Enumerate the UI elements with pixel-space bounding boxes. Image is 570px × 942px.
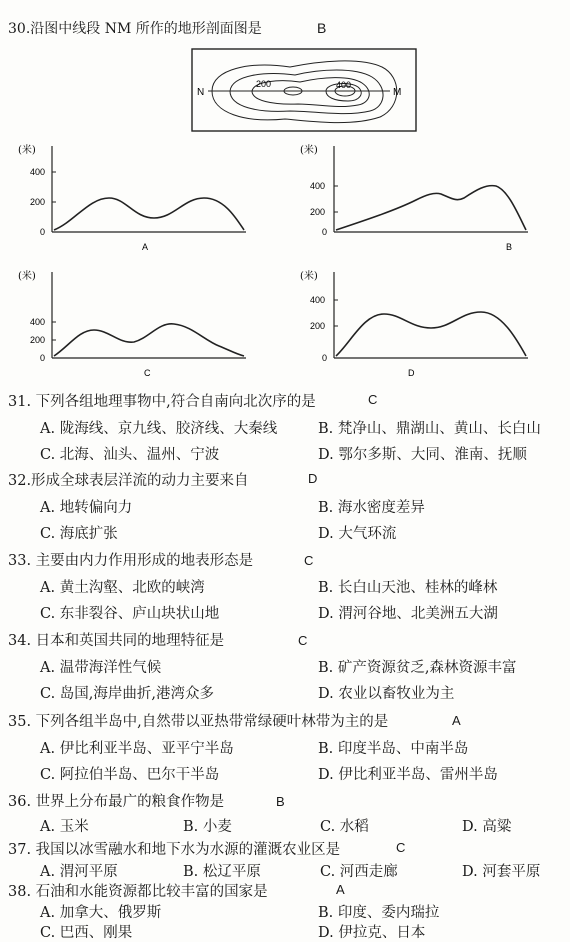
question-31-option-c: C. 北海、汕头、温州、宁波 (40, 447, 220, 463)
contour-map (190, 47, 420, 133)
question-34-option-b: B. 矿产资源贫乏,森林资源丰富 (318, 660, 517, 676)
question-31-option-d: D. 鄂尔多斯、大同、淮南、抚顺 (318, 447, 527, 463)
question-36-answer: B (276, 794, 285, 809)
question-36-option-a: A. 玉米 (40, 819, 89, 835)
question-37-answer: C (396, 840, 406, 855)
question-31-stem: 31. 下列各组地理事物中,符合自南向北次序的是 (8, 394, 316, 410)
tick-200: 200 (310, 321, 326, 331)
question-31-option-b: B. 梵净山、鼎湖山、黄山、长白山 (318, 421, 541, 437)
question-33-option-b: B. 长白山天池、桂林的峰林 (318, 580, 498, 596)
question-35-option-a: A. 伊比利亚半岛、亚平宁半岛 (40, 741, 234, 757)
question-33-stem: 33. 主要由内力作用形成的地表形态是 (8, 553, 254, 569)
question-37-option-a: A. 渭河平原 (40, 864, 118, 880)
question-38-stem: 38. 石油和水能资源都比较丰富的国家是 (8, 884, 268, 900)
question-32-answer: D (308, 471, 318, 486)
question-38-option-b: B. 印度、委内瑞拉 (318, 905, 440, 921)
question-33-option-a: A. 黄土沟壑、北欧的峡湾 (40, 580, 205, 596)
question-33-option-d: D. 渭河谷地、北美洲五大湖 (318, 606, 498, 622)
question-37-option-b: B. 松辽平原 (183, 864, 261, 880)
profile-c-unit: (米) (18, 271, 36, 282)
question-34-stem: 34. 日本和英国共同的地理特征是 (8, 633, 225, 649)
question-35-answer: A (452, 713, 461, 728)
profile-c (14, 266, 254, 378)
tick-200: 200 (310, 207, 326, 217)
tick-400: 400 (310, 181, 326, 191)
profile-a-unit: (米) (18, 145, 36, 156)
question-38-answer: A (336, 882, 345, 897)
profile-d-curve (336, 312, 526, 356)
profile-d-unit: (米) (300, 271, 318, 282)
question-36-option-d: D. 高粱 (462, 819, 512, 835)
tick-0: 0 (322, 227, 328, 237)
profile-d (296, 266, 536, 378)
question-35-option-c: C. 阿拉伯半岛、巴尔干半岛 (40, 767, 220, 783)
profile-b-curve (336, 186, 526, 230)
profile-b-label: B (506, 242, 513, 252)
question-36-stem: 36. 世界上分布最广的粮食作物是 (8, 794, 225, 810)
question-31-option-a: A. 陇海线、京九线、胶济线、大秦线 (40, 421, 278, 437)
tick-200: 200 (30, 197, 46, 207)
question-37-option-c: C. 河西走廊 (320, 864, 398, 880)
question-35-option-d: D. 伊比利亚半岛、雷州半岛 (318, 767, 498, 783)
map-label-200: 200 (256, 79, 272, 89)
question-31-answer: C (368, 392, 378, 407)
contour-100 (230, 70, 383, 114)
question-34-option-d: D. 农业以畜牧业为主 (318, 686, 455, 702)
profile-b (296, 140, 536, 252)
tick-0: 0 (40, 227, 46, 237)
tick-0: 0 (40, 353, 46, 363)
profile-b-unit: (米) (300, 145, 318, 156)
map-label-400: 400 (336, 80, 352, 90)
question-32-option-c: C. 海底扩张 (40, 526, 118, 542)
question-32-stem: 32.形成全球表层洋流的动力主要来自 (8, 473, 249, 489)
question-35-option-b: B. 印度半岛、中南半岛 (318, 741, 469, 757)
profile-a-curve (54, 198, 244, 230)
question-38-option-c: C. 巴西、刚果 (40, 925, 133, 941)
question-35-stem: 35. 下列各组半岛中,自然带以亚热带常绿硬叶林带为主的是 (8, 714, 389, 730)
question-36-option-c: C. 水稻 (320, 819, 369, 835)
question-30-answer: B (317, 20, 327, 36)
tick-400: 400 (30, 167, 46, 177)
question-38-option-a: A. 加拿大、俄罗斯 (40, 905, 162, 921)
question-38-option-d: D. 伊拉克、日本 (318, 925, 426, 941)
tick-400: 400 (30, 317, 46, 327)
question-36-option-b: B. 小麦 (183, 819, 232, 835)
profile-c-curve (54, 324, 244, 356)
tick-400: 400 (310, 295, 326, 305)
profile-c-label: C (144, 368, 151, 378)
profile-a-label: A (142, 242, 149, 252)
question-33-option-c: C. 东非裂谷、庐山块状山地 (40, 606, 220, 622)
question-32-option-b: B. 海水密度差异 (318, 500, 425, 516)
question-34-option-c: C. 岛国,海岸曲折,港湾众多 (40, 686, 215, 702)
tick-200: 200 (30, 335, 46, 345)
profile-a (14, 140, 254, 252)
question-37-stem: 37. 我国以冰雪融水和地下水为水源的灌溉农业区是 (8, 842, 341, 858)
question-33-answer: C (304, 553, 314, 568)
question-34-answer: C (298, 633, 308, 648)
question-32-option-a: A. 地转偏向力 (40, 500, 133, 516)
tick-0: 0 (322, 353, 328, 363)
question-37-option-d: D. 河套平原 (462, 864, 541, 880)
question-30-stem: 30.沿图中线段 NM 所作的地形剖面图是 (8, 21, 262, 37)
map-label-m: M (393, 87, 402, 98)
profile-d-label: D (408, 368, 415, 378)
map-label-n: N (197, 87, 205, 98)
question-32-option-d: D. 大气环流 (318, 526, 397, 542)
question-34-option-a: A. 温带海洋性气候 (40, 660, 162, 676)
